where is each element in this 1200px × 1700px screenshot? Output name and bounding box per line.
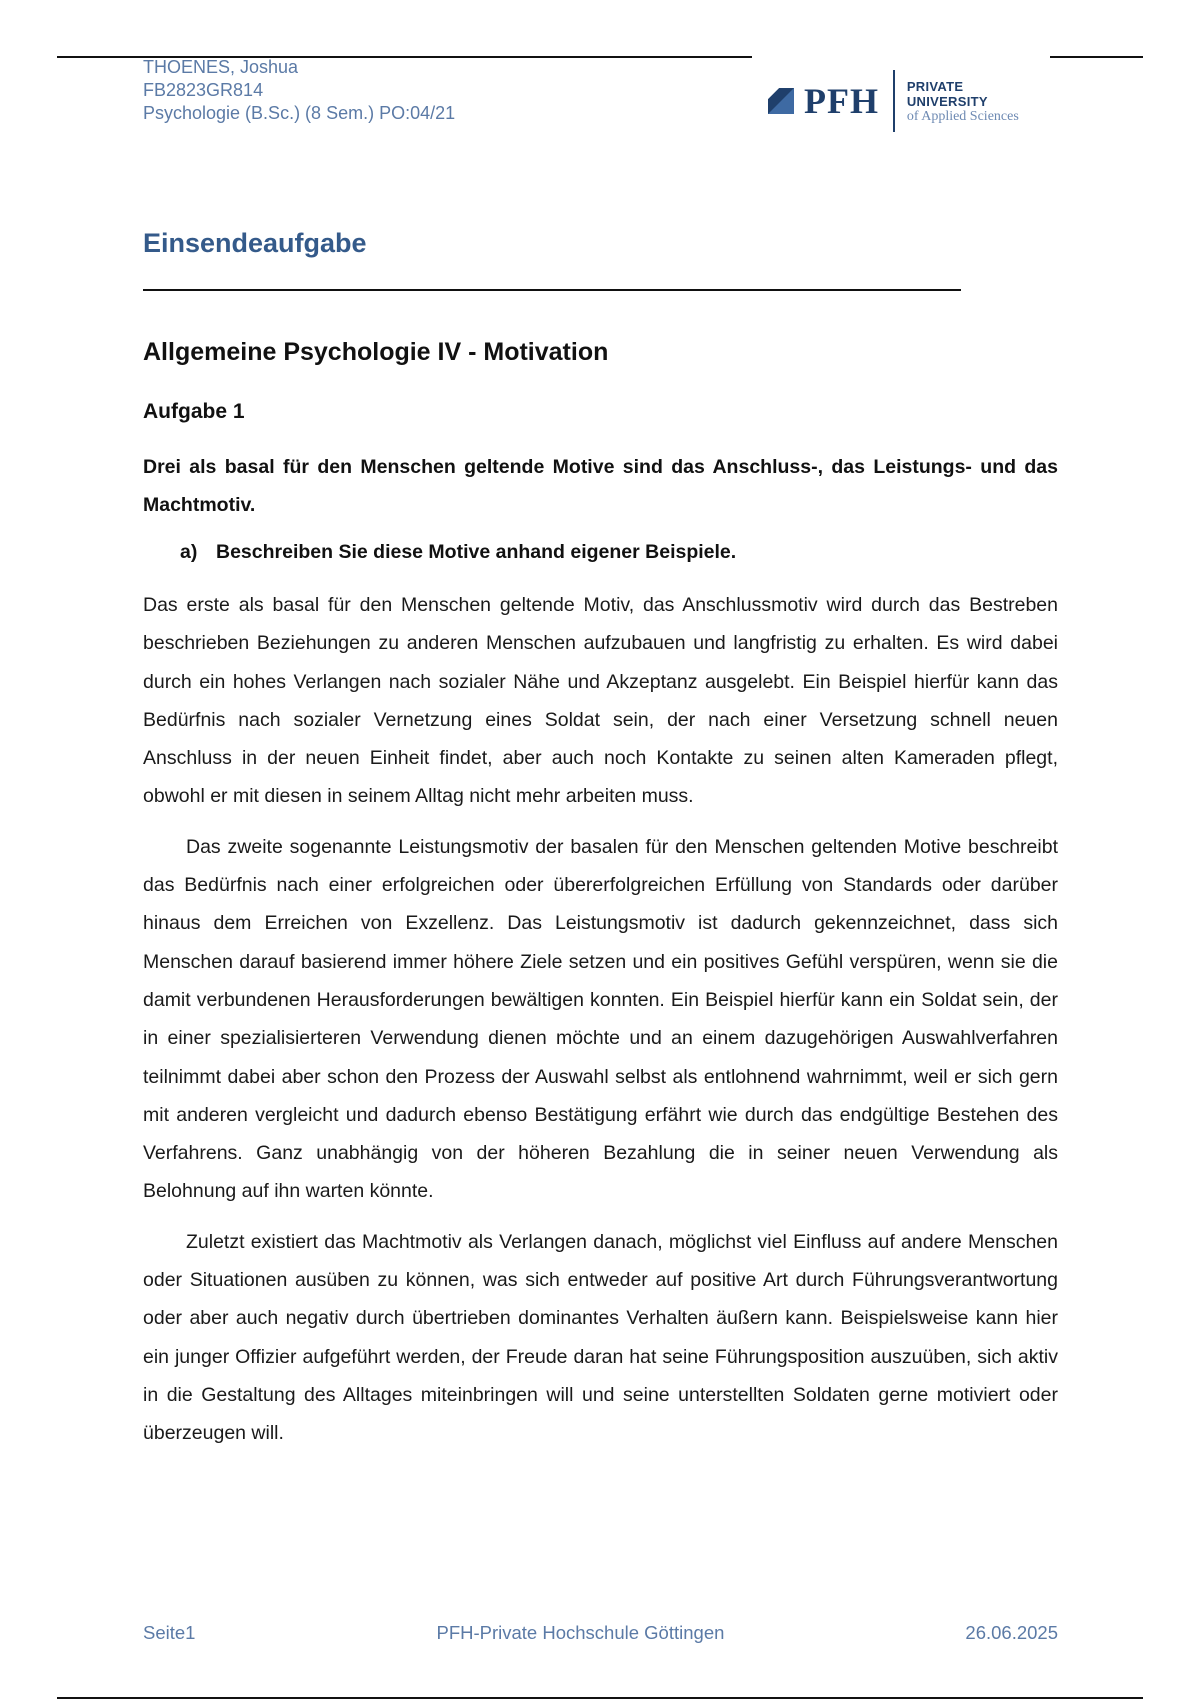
title-underline: [143, 289, 961, 291]
page-footer: [143, 1622, 1058, 1644]
sub-question-marker: a): [180, 541, 198, 563]
subject-heading: Allgemeine Psychologie IV - Motivation: [143, 338, 609, 366]
sub-question: [180, 541, 736, 564]
bottom-rule: [57, 1697, 1143, 1699]
page-number: Seite1: [143, 1622, 196, 1643]
logo-divider: [893, 70, 895, 132]
logo-name: PFH: [803, 81, 879, 121]
pfh-logo-icon: [768, 87, 794, 115]
program: Psychologie (B.Sc.) (8 Sem.) PO:04/21: [143, 103, 456, 123]
task-question: Drei als basal für den Menschen geltende Motive sind das Anschluss-, das Leistungs- und das Machtmotiv.: [143, 456, 1058, 516]
answer-body: [143, 586, 1058, 1465]
footer-date: 26.06.2025: [965, 1622, 1058, 1643]
document-type: Einsendeaufgabe: [143, 228, 367, 258]
footer-institution: PFH-Private Hochschule Göttingen: [436, 1622, 725, 1643]
top-rule-right: [1050, 56, 1143, 58]
logo-line-1: PRIVATE UNIVERSITY: [906, 78, 988, 109]
task-title: Aufgabe 1: [143, 400, 245, 423]
header-info: [143, 56, 455, 125]
university-logo: [768, 66, 1038, 136]
student-id: FB2823GR814: [143, 80, 264, 100]
paragraph-machtmotiv: Zuletzt existiert das Machtmotiv als Verlangen danach, möglichst viel Einfluss auf andere Menschen oder Situationen ausüben zu können, was sich entweder auf positive Art durch Führungsverantwortung oder aber auch negativ durch übertrieben dominantes Verhalten äußern kann. Beispielsweise kann hier ein junger Offizier aufgeführt werden, der Freude daran hat seine Führungsposition auszuüben, sich aktiv in die Gestaltung des Alltages miteinbringen will und seine unterstellten Soldaten gerne motiviert oder überzeugen will.: [143, 1230, 1058, 1445]
paragraph-leistungsmotiv: Das zweite sogenannte Leistungsmotiv der basalen für den Menschen geltenden Motive beschreibt das Bedürfnis nach einer erfolgreichen oder übererfolgreichen Erfüllung von Standards oder darüber hinaus dem Erreichen von Exzellenz. Das Leistungsmotiv ist dadurch gekennzeichnet, dass sich Menschen darauf basierend immer höhere Ziele setzen und ein positives Gefühl verspüren, wenn sie die damit verbundenen Herausforderungen bewältigen konnten. Ein Beispiel hierfür kann ein Soldat sein, der in einer spezialisierteren Verwendung dienen möchte und an einem dazugehörigen Auswahlverfahren teilnimmt dabei aber schon den Prozess der Auswahl selbst als entlohnend wahrnimmt, weil er sich gern mit anderen vergleicht und dadurch ebenso Bestätigung erfährt wie durch das endgültige Bestehen des Verfahrens. Ganz unabhängig von der höheren Bezahlung die in seiner neuen Verwendung als Belohnung auf ihn warten könnte.: [143, 835, 1058, 1203]
paragraph-anschlussmotiv: Das erste als basal für den Menschen geltende Motiv, das Anschlussmotiv wird durch das Bestreben beschrieben Beziehungen zu anderen Menschen aufzubauen und langfristig zu erhalten. Es wird dabei durch ein hohes Verlangen nach sozialer Nähe und Akzeptanz ausgelebt. Ein Beispiel hierfür kann das Bedürfnis nach sozialer Vernetzung eines Soldat sein, der nach einer Versetzung schnell neuen Anschluss in der neuen Einheit findet, aber auch noch Kontakte zu seinen alten Kameraden pflegt, obwohl er mit diesen in seinem Alltag nicht mehr arbeiten muss.: [143, 594, 1058, 808]
logo-subtitle: [907, 79, 1038, 124]
student-name: THOENES, Joshua: [143, 57, 299, 77]
logo-line-2: of Applied Sciences: [906, 108, 1019, 124]
sub-question-text: Beschreiben Sie diese Motive anhand eigener Beispiele.: [216, 541, 737, 563]
